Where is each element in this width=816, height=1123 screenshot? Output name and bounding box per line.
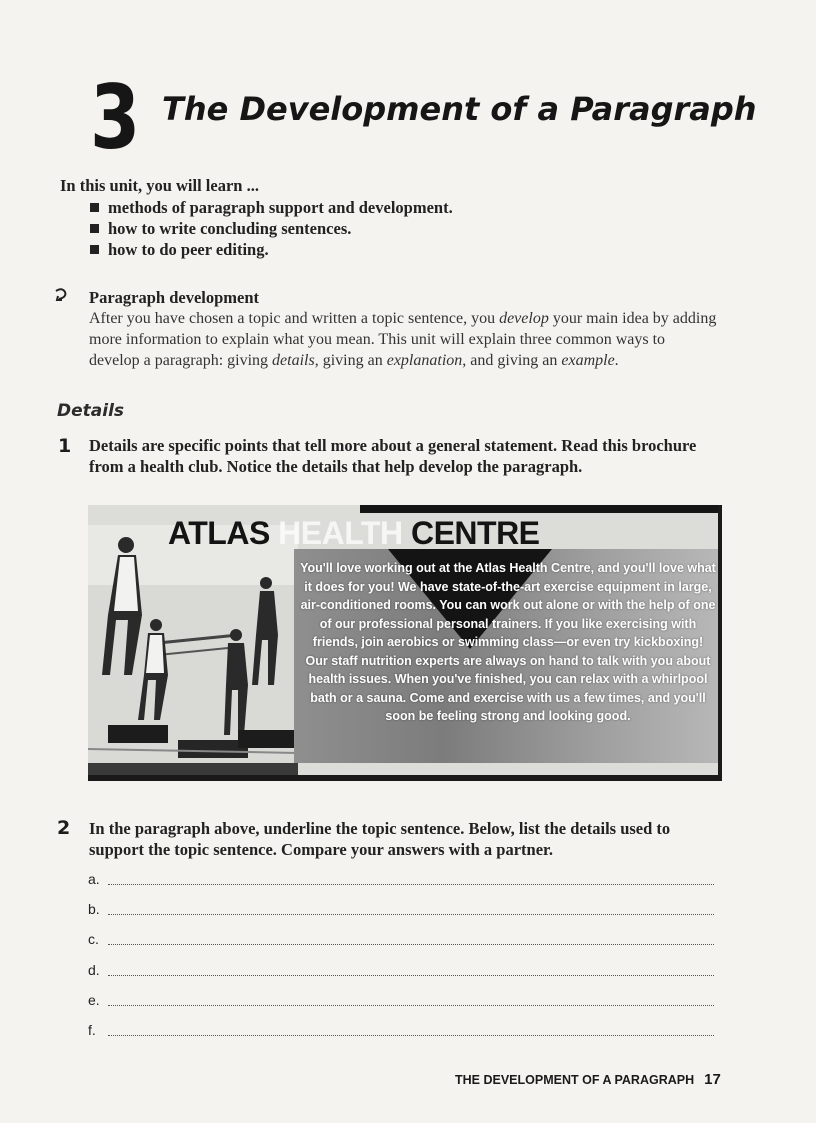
page-number: 17 bbox=[704, 1071, 721, 1088]
brochure-bottom-bar bbox=[88, 775, 722, 781]
square-bullet-icon bbox=[90, 203, 99, 212]
brochure-body: You'll love working out at the Atlas Health Centre, and you'll love what it does for you! We have state-of-the-art exercise equipment in large, air-conditioned rooms. You can work out alone or with the help of one of our professional personal trainers. If you like exercising with friends, join aerobics or swimming class—or even try kickboxing! Our staff nutrition experts are always on hand to talk with you about health issues. When you've finished, you can relax with a whirlpool bath or a sauna. Come and exercise with us a few times, and you'll soon be feeling strong and looking good. bbox=[300, 561, 716, 723]
question-text: Details are specific points that tell more about a general statement. Read this brochure from a health club. Notice the details that help develop the paragraph. bbox=[89, 436, 697, 476]
square-bullet-icon bbox=[90, 245, 99, 254]
answer-line[interactable]: a. bbox=[88, 871, 714, 889]
objective-item: how to do peer editing. bbox=[90, 239, 453, 260]
answer-line[interactable]: e. bbox=[88, 992, 714, 1010]
objective-item: methods of paragraph support and development. bbox=[90, 197, 453, 218]
exercise-photo bbox=[88, 525, 298, 781]
question-number: 2 bbox=[57, 817, 71, 839]
objectives-list bbox=[90, 197, 453, 260]
brochure-title: ATLAS HEALTH CENTRE bbox=[168, 515, 540, 551]
running-title: THE DEVELOPMENT OF A PARAGRAPH bbox=[455, 1073, 695, 1087]
answer-line[interactable]: d. bbox=[88, 962, 714, 980]
brochure-top-bar bbox=[360, 505, 722, 513]
question-text: In the paragraph above, underline the topic sentence. Below, list the details used to support the topic sentence. Compare your answers with a partner. bbox=[89, 819, 671, 859]
brochure-right-edge bbox=[718, 505, 722, 781]
arrow-curve-icon bbox=[54, 287, 70, 303]
page-footer bbox=[455, 1071, 721, 1088]
note-body: After you have chosen a topic and written a topic sentence, you develop your main idea by adding more information to explain what you mean. This unit will explain three common ways to develop a paragraph: giving details, giving an explanation, and giving an example. bbox=[89, 310, 717, 369]
answer-line[interactable]: f. bbox=[88, 1022, 714, 1040]
note-title: Paragraph development bbox=[89, 288, 260, 307]
square-bullet-icon bbox=[90, 224, 99, 233]
unit-number: 3 bbox=[90, 66, 139, 169]
brochure bbox=[88, 505, 722, 781]
answer-line[interactable]: c. bbox=[88, 931, 714, 949]
answer-line[interactable]: b. bbox=[88, 901, 714, 919]
question-number: 1 bbox=[58, 435, 72, 457]
intro-lead: In this unit, you will learn ... bbox=[60, 176, 259, 195]
unit-title: The Development of a Paragraph bbox=[162, 90, 757, 128]
objective-item: how to write concluding sentences. bbox=[90, 218, 453, 239]
section-title: Details bbox=[57, 401, 125, 421]
